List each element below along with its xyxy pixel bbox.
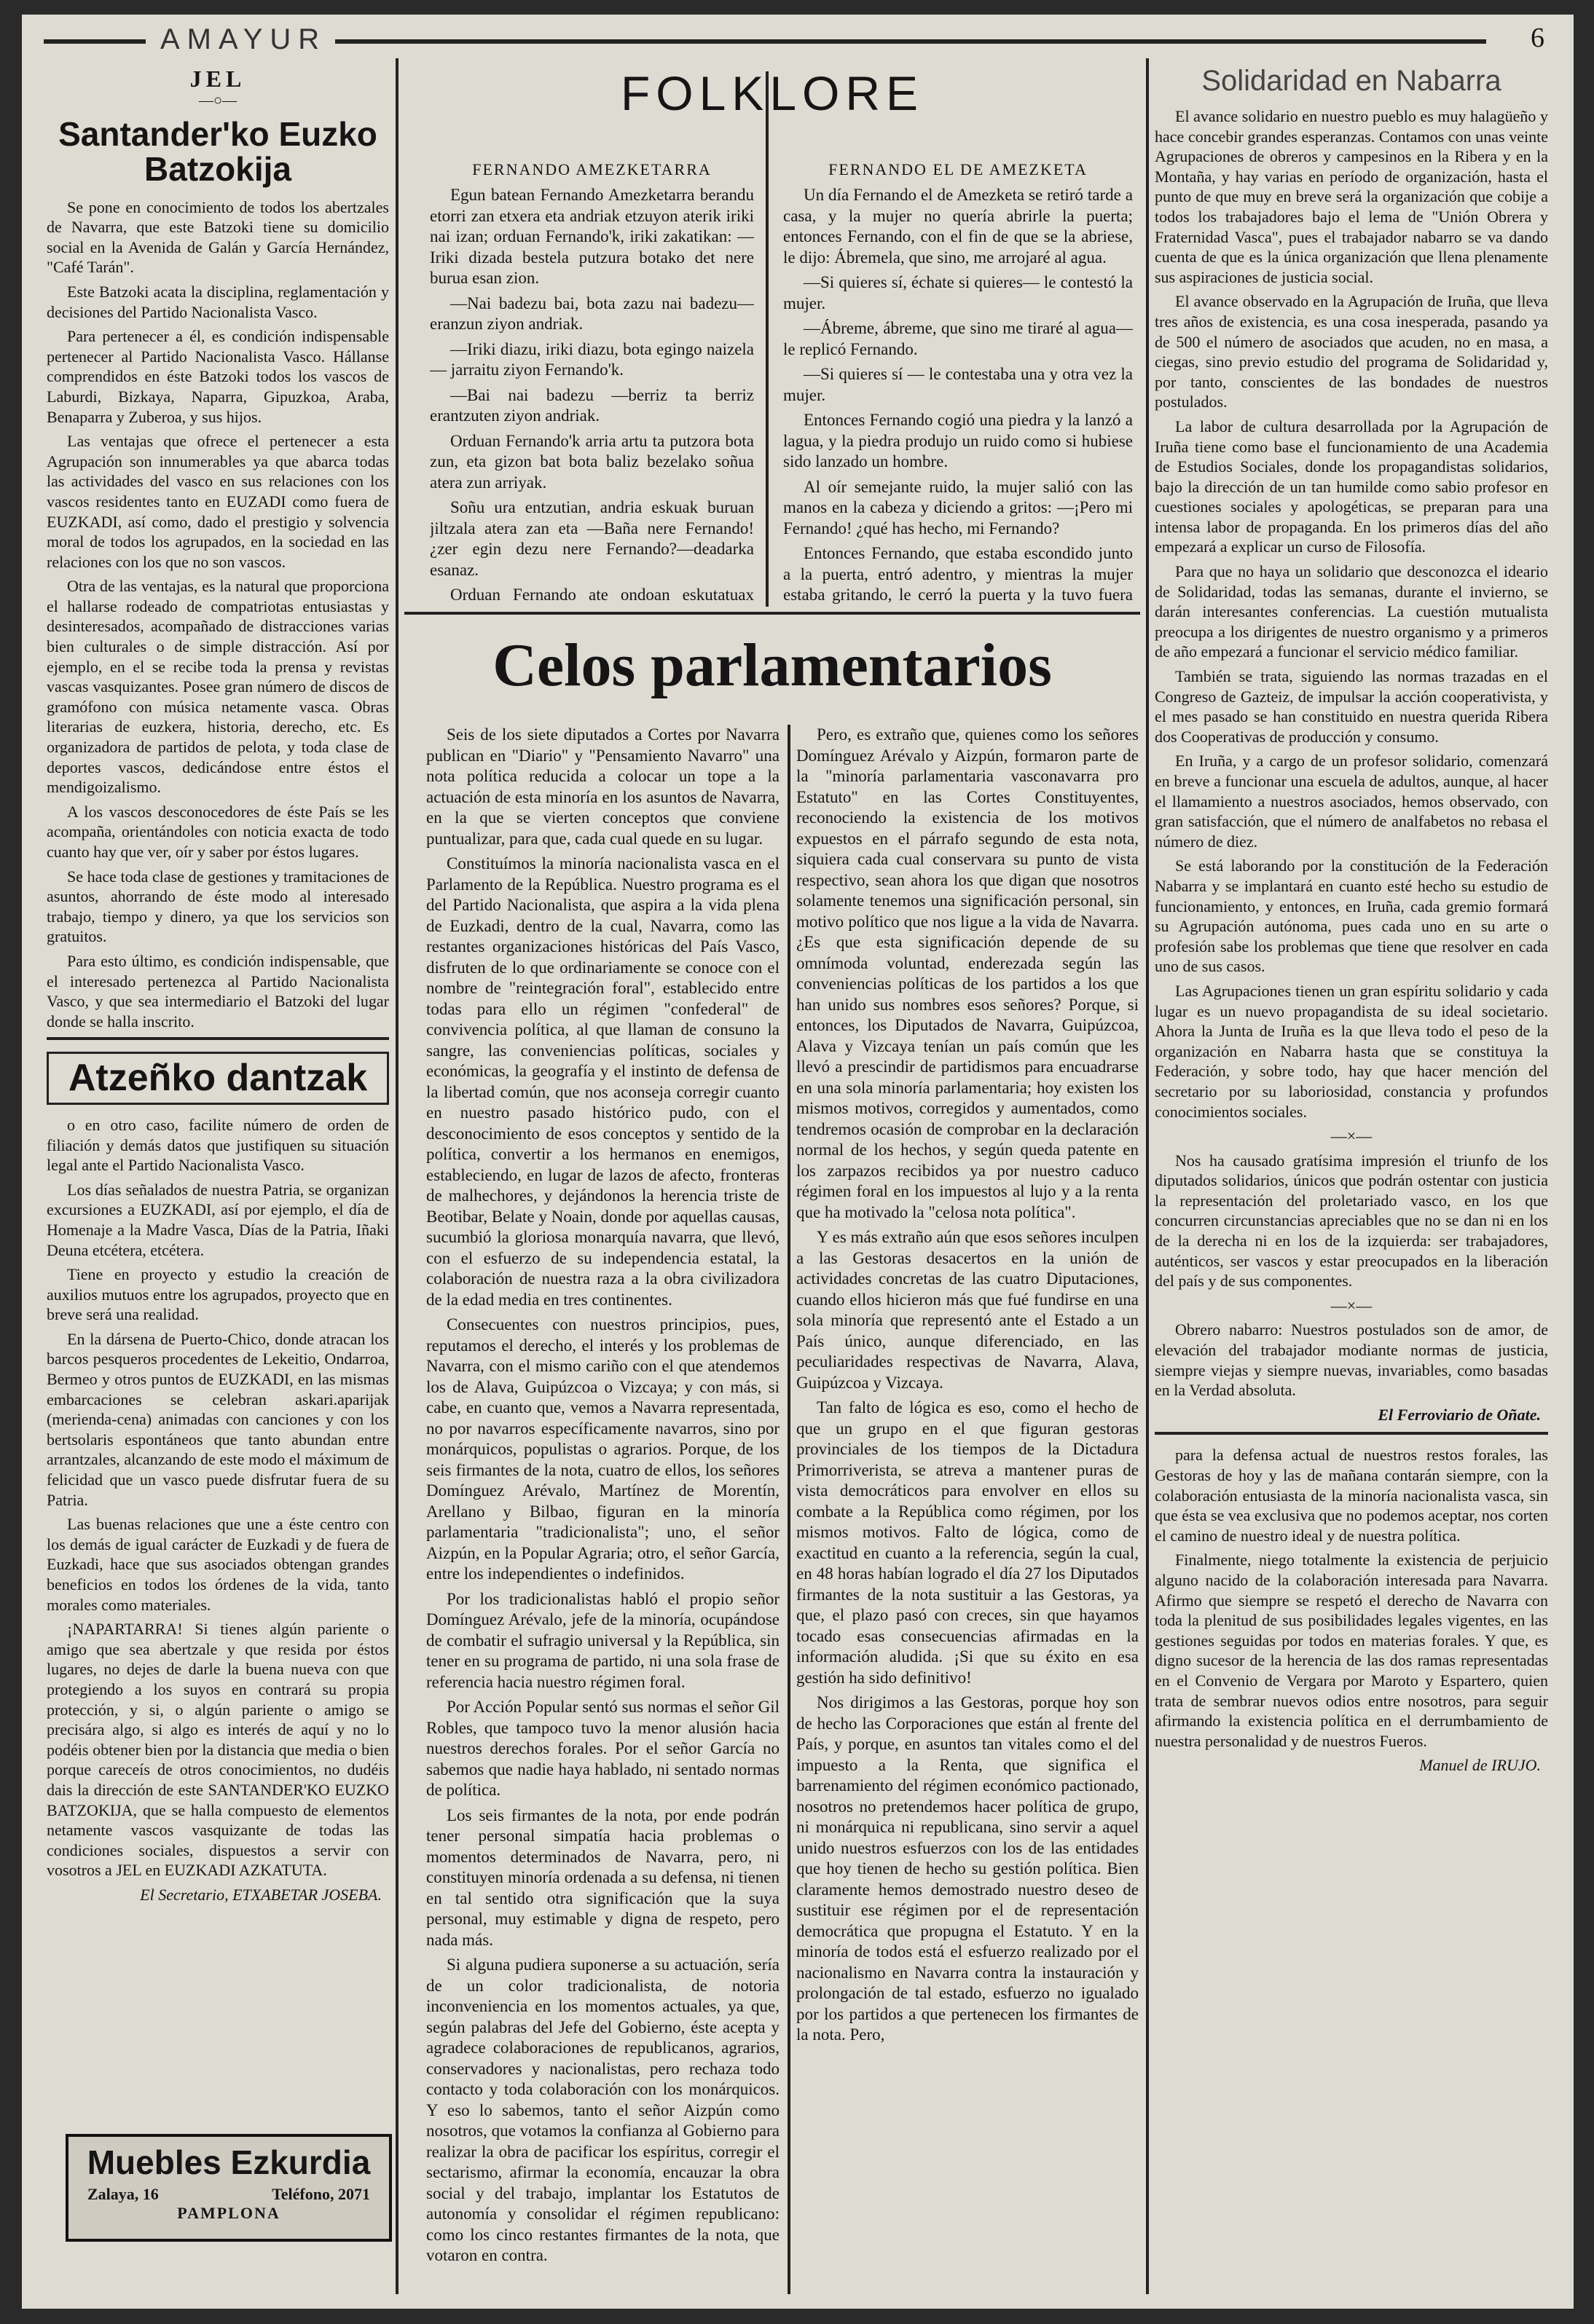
column-4 <box>1155 66 1548 2294</box>
paragraph: Para que no haya un solidario que desconozca el ideario de Solidaridad, todas las semanas, durante el invierno, se darán interesantes conferencias. La cuestión mutualista preocupa a los dirigentes de nuestro organismo y a primeros de año empezará a funcionar el servicio médico familiar. <box>1155 562 1548 661</box>
folklore-basque-heading: FERNANDO AMEZKETARRA <box>472 160 712 178</box>
paragraph: Las Agrupaciones tienen un gran espíritu solidario y cada lugar es un nuevo propagandista de su ideal societario. Ahora la Junta de Iruña es la que lleva todo el peso de la organización en Nabarra hasta que se constituya la Federación, y sobre todo, hay que hacer mención del secretario por su laboriosidad, constancia y profundos conocimientos sociales. <box>1155 981 1548 1121</box>
paragraph: Orduan Fernando'k arria artu ta putzora bota zun, eta gizon bat bota baliz bezelako soñua atera zun arriyak. <box>430 431 754 492</box>
ad-address: Zalaya, 16 <box>87 2185 159 2203</box>
folklore-basque-column <box>430 160 754 604</box>
folklore-spanish-heading: FERNANDO EL DE AMEZKETA <box>828 160 1088 178</box>
column-rule-1 <box>396 58 398 2294</box>
paragraph: —Si quieres sí — le contestaba una y otra vez la mujer. <box>783 365 1133 404</box>
paragraph: Egun batean Fernando Amezketarra berandu etorri zan etxera eta andriak etzuyon aterik iriki nai izan; orduan Fernando'k, iriki zakatikan: —Iriki dizada bestela putzura botako det nere burua esan zion. <box>430 186 754 287</box>
dantzak-title: Atzeñko dantzak <box>47 1052 389 1105</box>
header-rule-left <box>44 39 146 44</box>
ad-city: PAMPLONA <box>177 2204 280 2222</box>
paragraph: En Iruña, y a cargo de un profesor solidario, comenzará en breve a funcionar una escuela de adultos, aunque, al hacer el llamamiento a nuestros asociados, hemos observado, con gran satisfacción, que el número de analfabetos no rebasa el número de diez. <box>1155 752 1548 851</box>
page-header <box>44 20 1552 57</box>
paragraph: para la defensa actual de nuestros restos forales, las Gestoras de hoy y las de mañana contarán siempre, con la colaboración entusiasta de la minoría nacionalista vasca, sin que ésta se vea exclusiva que no podemos aceptar, nos corten el camino de nuestro ideal y de nuestra política. <box>1155 1446 1548 1545</box>
irujo-signature: Manuel de IRUJO. <box>1419 1756 1541 1775</box>
folklore-spanish-column <box>783 160 1133 604</box>
masthead: AMAYUR <box>160 23 327 55</box>
paragraph: En la dársena de Puerto-Chico, donde atracan los barcos pesqueros procedentes de Lekeitio, Ondarroa, Bermeo y otros puntos de EUZKADI, en las mismas embarcaciones se celebran askari.aparijak (merienda-cena) animadas con canciones y con los bertsolaris espontáneos que tanto abundan entre arrantzales, alcanzando de este modo el máximum de felicidad que un vasco puede disfrutar fuera de su Patria. <box>47 1329 389 1509</box>
ornament-icon: —○— <box>198 92 237 109</box>
solidaridad-title: Solidaridad en Nabarra <box>1201 66 1501 97</box>
newspaper-page <box>22 15 1574 2309</box>
paragraph: Por Acción Popular sentó sus normas el señor Gil Robles, que tampoco tuvo la menor alusión hacia nuestros derechos forales. Por el señor García no sabemos que nadie haya hablado, ni sentado normas de política. <box>426 1698 780 1799</box>
paragraph: La labor de cultura desarrollada por la Agrupación de Iruña tiene como base el funcionamiento de una Academia de Estudios Sociales, donde los propagandistas solidarios, bajo la dirección de un tan humilde como sabio profesor en cuestiones sociales y apologéticas, se preparan para una intensa labor de propaganda. En los primeros días del año empezará a explicar un curso de Filosofía. <box>1155 417 1548 556</box>
column-1 <box>47 66 389 2294</box>
celos-left-column <box>426 725 780 2290</box>
secretary-signature: El Secretario, ETXABETAR JOSEBA. <box>140 1885 382 1904</box>
paragraph: Para esto último, es condición indispensable, que el interesado pertenezca al Partido Nacionalista Vasco, y que sea intermediario el Batzoki del lugar donde se halla inscrito. <box>47 951 389 1031</box>
paragraph: —Iriki diazu, iriki diazu, bota egingo naizela— jarraitu ziyon Fernando'k. <box>430 339 754 379</box>
celos-right-column <box>796 725 1139 2290</box>
paragraph: Entonces Fernando, que estaba escondido junto a la puerta, entró adentro, y mientras la mujer estaba gritando, le cerró la puerta y la tuvo fuera <box>783 544 1133 604</box>
ad-contact <box>68 2182 389 2204</box>
separator: —×— <box>1330 1127 1373 1146</box>
paragraph: Se hace toda clase de gestiones y tramitaciones de asuntos, ahorrando de éste modo al interesado trabajo, tiempo y dinero, ya que los servicios son gratuitos. <box>47 867 389 946</box>
paragraph: El avance observado en la Agrupación de Iruña, que lleva tres años de existencia, es una cosa inesperada, pasando ya de 500 el número de asociados que acuden, no en masa, a ciegas, sino previo estudio del programa de Solidaridad y, por tanto, conscientes de las bondades de nuestros postulados. <box>1155 292 1548 411</box>
ad-name: Muebles Ezkurdia <box>87 2143 371 2181</box>
paragraph: Por los tradicionalistas habló el propio señor Domínguez Arévalo, jefe de la minoría, ocupándose de combatir el sufragio universal y la República, sin tener en su programa de partido, ni una sola frase de referencia hacia nuestro régimen foral. <box>426 1589 780 1691</box>
paragraph: Un día Fernando el de Amezketa se retiró tarde a casa, y la mujer no quería abrirle la puerta; entonces Fernando, con el fin de que se la abriese, le dijo: Ábremela, que sino, me arrojaré al agua. <box>783 186 1133 267</box>
paragraph: Tiene en proyecto y estudio la creación de auxilios mutuos entre los agrupados, proyecto que en breve será una realidad. <box>47 1265 389 1324</box>
paragraph: Se pone en conocimiento de todos los abertzales de Navarra, que este Batzoki tiene su domicilio social en la Avenida de Galán y García Hernández, "Café Tarán". <box>47 197 389 277</box>
celos-header <box>404 634 1140 717</box>
paragraph: Las buenas relaciones que une a éste centro con los demás de igual carácter de Euzkadi y de fuera de Euzkadi, hace que sus asociados obtengan grandes beneficios en todos los órdenes de la vida, tanto morales como materiales. <box>47 1515 389 1614</box>
paragraph: A los vascos desconocedores de éste País se les acompaña, orientándoles con noticia exacta de todo cuanto hay que ver, oír y saber por éstos lugares. <box>47 802 389 861</box>
paragraph: Entonces Fernando cogió una piedra y la lanzó a lagua, y la piedra produjo un ruido como si hubiese sido lanzado un hombre. <box>783 411 1133 470</box>
paragraph: ¡NAPARTARRA! Si tienes algún pariente o amigo que sea abertzale y que resida por éstos lugares, no dejes de darle la buena nueva con que protegiendo a los suyos en contrará su propia protección, y si, o algún pariente o amigo se precisára algo, si algo es interés de aquí y no lo podéis obtener bien por la distancia que media o bien porque careceís de otros conocimientos, no dudéis dais la dirección de este SANTANDER'KO EUZKO BATZOKIJA, que se halla compuesto de elementos netamente vascos vasquizante de todas las condiciones sociales, dispuestos a servir con vosotros a JEL en EUZKADI AZKATUTA. <box>47 1620 389 1880</box>
paragraph: o en otro caso, facilite número de orden de filiación y demás datos que justifiquen su situación legal ante el Partido Nacionalista Vasco. <box>47 1115 389 1175</box>
paragraph: Este Batzoki acata la disciplina, reglamentación y decisiones del Partido Nacionalista Vasco. <box>47 282 389 321</box>
section-divider <box>1155 1432 1548 1435</box>
ferroviario-signature: El Ferroviario de Oñate. <box>1378 1405 1541 1424</box>
paragraph: Seis de los siete diputados a Cortes por Navarra publican en "Diario" y "Pensamiento Navarro" una nota política reducida a colocar un tope a la actuación de esta minoría en los asuntos de Navarra, en la que se vierten conceptos que conviene puntualizar, para que, cada cual quede en su lugar. <box>426 725 780 848</box>
page-number: 6 <box>1531 23 1544 53</box>
celos-title: Celos parlamentarios <box>492 634 1052 699</box>
paragraph: Las ventajas que ofrece el pertenecer a esta Agrupación son innumerables ya que abarca todas las actividades del vasco en sus relaciones con los vascos residentes tanto en EUZADI como fuera de EUZKADI, así como, dado el prestigio y solvencia moral de todos los agrupados, en la sociedad en las relaciones con los que no son vascos. <box>47 432 389 571</box>
paragraph: Se está laborando por la constitución de la Federación Nabarra y se implantará en cuanto esté hecho su estudio de funcionamiento, y entonces, en Iruña, cada gremio formará su Agrupación autónoma, pues cada uno en su arte o profesión sabe los problemas que tiene que resolver en cada uno de sus casos. <box>1155 856 1548 976</box>
jel-tag: JEL <box>189 66 246 92</box>
batzoki-title: Santander'ko Euzko Batzokija <box>58 115 377 189</box>
paragraph: —Bai nai badezu —berriz ta berriz erantzuten ziyon andriak. <box>430 385 754 425</box>
paragraph: Otra de las ventajas, es la natural que proporciona el hallarse rodeado de compatriotas entusiastas y desinteresados, acompañado de distracciones varias bien culturales o de simple distracción. Así por ejemplo, en el se recibe toda la prensa y revistas vascas vasquizantes. Posee gran número de discos de gramófono con música netamente vasca. Obras literarias de euzkera, historia, derecho, etc. Es organizadora de partidos de pelota, y toda clase de deportes vascos, dedicándose entre éstos el mendigoizalismo. <box>47 577 389 797</box>
folklore-title: FOLKLORE <box>620 66 924 120</box>
paragraph: Tan falto de lógica es eso, como el hecho de que un grupo en el que figuran gestoras provinciales de los tiempos de la Dictadura Primorriverista, se atreva a mantener puras de vista democráticos para envolver en ellos su combate a la República como régimen, por los mismos motivos. Falto de lógica, como de exactitud en cuanto a la referencia, según la cual, en 48 horas habían logrado el día 27 los Diputados firmantes de la nota sustituir a las Gestoras, ya que, el plazo pasó con creces, sin que hayamos tocado esas consecuencias afirmadas en la información aludida. ¡Si que su éxito en esa gestión ha sido definitivo! <box>796 1398 1139 1687</box>
paragraph: Para pertenecer a él, es condición indispensable pertenecer al Partido Nacionalista Vasco. Hállanse comprendidos en éste Batzoki todos los vascos de Laburdi, Bizkaya, Naparra, Gipuzkoa, Araba, Benaparra y Zuberoa, y sus hijos. <box>47 327 389 426</box>
paragraph: Soñu ura entzutian, andria eskuak buruan jiltzala atera zan eta —Baña nere Fernando! ¿zer egin dezu nere Fernando?—deadarka esanaz. <box>430 498 754 579</box>
batzoki-body <box>47 197 389 1032</box>
paragraph: Al oír semejante ruido, la mujer salió con las manos en la cabeza y diciendo a gritos: —¡Pero mi Fernando! ¿qué has hecho, mi Fernando? <box>783 477 1133 537</box>
folklore-header <box>404 66 1140 160</box>
ad-phone: Teléfono, 2071 <box>272 2185 370 2203</box>
section-divider <box>47 1037 389 1040</box>
paragraph: —Si quieres sí, échate si quieres— le contestó la mujer. <box>783 273 1133 312</box>
paragraph: Constituímos la minoría nacionalista vasca en el Parlamento de la República. Nuestro programa es el del Partido Nacionalista, que aspira a la vida plena de Euzkadi, dentro de la cual, Navarra, como las restantes organizaciones históricas del País Vasco, disfruten de lo que ordinariamente se conoce con el nombre de "reintegración foral", establecido entre todas para ello un régimen "confederal" de convivencia política, al que llaman de consuno la sangre, las conveniencias políticas, sociales y económicas, la geografía y el instinto de defensa de la libertad común, que nos aconseja corregir cuanto en nuestro pasado histórico pudo, con el desconocimiento de esos conceptos y sentido de la política, convertir a los hermanos en enemigos, estableciendo, en lugar de lazos de afecto, fronteras de malhechores, y dejándonos la herencia triste de Beotibar, Belate y Noain, donde por aquellas causas, sucumbió la gloriosa monarquía navarra, que llevó, con el esfuerzo de su independencia estatal, la colaboración de nuestra raza a la obra civilizadora de la edad media en tres continentes. <box>426 854 780 1309</box>
paragraph: Los días señalados de nuestra Patria, se organizan excursiones a EUZKADI, así por ejemplo, el día de Homenaje a la Madre Vasca, Días de la Patria, Iñaki Deuna etcétera, etcétera. <box>47 1180 389 1259</box>
header-rule-right <box>335 39 1486 44</box>
paragraph: —Ábreme, ábreme, que sino me tiraré al agua— le replicó Fernando. <box>783 319 1133 358</box>
furniture-advertisement <box>66 2134 392 2242</box>
paragraph: —Nai badezu bai, bota zazu nai badezu—eranzun ziyon andriak. <box>430 294 754 333</box>
folklore-bottom-rule <box>404 612 1140 615</box>
paragraph: Si alguna pudiera suponerse a su actuación, sería de un color tradicionalista, de notoria inconveniencia en los momentos actuales, ya que, según palabras del Jefe del Gobierno, éste acepta y agradece colaboraciones de republicanos, agrarios, conservadores y nacionalistas, pero rechaza todo contacto y toda colaboración con los monárquicos. Y eso lo sabemos, tanto el señor Aizpún como nosotros, que votamos la confianza al Gobierno para realizar la obra de pacificar los espíritus, corregir el sectarismo, afirmar la economía, encauzar la obra social y del trabajo, implantar los Estatutos de autonomía y consolidar el régimen republicano: como los cinco restantes firmantes de la nota, que votaron en contra. <box>426 1955 780 2264</box>
batzoki-body-continued <box>47 1115 389 1880</box>
paragraph: Y es más extraño aún que esos señores inculpen a las Gestoras desacertos en la unión de actividades concretas de las cuatro Diputaciones, cuando ellos hicieron más que fué fundirse en una sola minoría que representó ante el Estado a un País único, aunque diferenciado, en las peculiaridades respectivas de Navarra, Alava, Guipúzcoa y Vizcaya. <box>796 1228 1139 1392</box>
paragraph: Orduan Fernando ate ondoan eskutatuax <box>450 586 754 604</box>
paragraph: Obrero nabarro: Nuestros postulados son de amor, de elevación del trabajador modiante normas de justicia, siempre viejas y siempre nuevas, invariables, como basadas en la Verdad absoluta. <box>1155 1320 1548 1400</box>
paragraph: Nos ha causado gratísima impresión el triunfo de los diputados solidarios, únicos que podrán ostentar con justicia la representación del proletariado vasco, en los que concurren circunstancias apreciables que no se dan ni en los de la derecha ni en los de la izquierda: ser trabajadores, auténticos, ser vascos y estar preocupados en la liberación del país y de sus componentes. <box>1155 1151 1548 1291</box>
paragraph: Nos dirigimos a las Gestoras, porque hoy son de hecho las Corporaciones que están al frente del País, y porque, en asuntos tan vitales como el del impuesto a la Renta, que significa el barrenamiento del régimen económico pactionado, nosotros no pretendemos hacer política de grupo, ni monárquica ni republicana, sino servir a aquel unido nuestros esfuerzos con los de las entidades que hoy tienen de hecho su gestión política. Bien claramente hemos demostrado nuestro deseo de sustituir ese régimen por el de representación democrática que propugna el Estatuto. Y en la minoría de todos está el esfuerzo realizado por el nacionalismo en Navarra contra la instauración y prolongación de tal estado, esfuerzo no igualado por los partidos a que pertenecen los firmantes de la nota. Pero, <box>796 1693 1139 2044</box>
paragraph: También se trata, siguiendo las normas trazadas en el Congreso de Gazteiz, de impulsar la acción cooperativista, y el mes pasado se han constituido en nuestra querida Ribera dos Cooperativas de producción y consumo. <box>1155 667 1548 746</box>
paragraph: Pero, es extraño que, quienes como los señores Domínguez Arévalo y Aizpún, formaron parte de la "minoría parlamentaria vasconavarra pro Estatuto" en las Cortes Constituyentes, reconociendo la existencia de los motivos expuestos en el párrafo segundo de esta nota, siquiera cada cual conservara su punto de vista respectivo, sean ahora los que digan que nosotros solamente tenemos una significación personal, sin motivo político que nos ligue a la vida de Navarra. ¿Es que esta significación depende de su omnímoda voluntad, enderezada según las conveniencias políticas de los partidos a los que han unido sus nombres esos señores? Porque, si entonces, los Diputados de Navarra, Guipúzcoa, Alava y Vizcaya tenían un país común que les llevó a prescindir de partidismos para encuadrarse en una sola minoría parlamentaria; hoy existen los mismos motivos, corregidos y aumentados, como tendremos ocasión de comprobar en la declaración normal de los hechos, y según queda patente en los zarpazos recibidos ya por nuestro caduco régimen foral en los impuestos al lujo y a la renta que ha motivado la "celosa nota política". <box>796 725 1139 1221</box>
separator: —×— <box>1330 1296 1373 1315</box>
paragraph: El avance solidario en nuestro pueblo es muy halagüeño y hace concebir grandes esperanzas. Contamos con unas veinte Agrupaciones de obreros y campesinos en la Ribera y en la Montaña, y hay varias en período de organización, hasta el punto de que muy en breve será la organización que cobije a todos los trabajadores bajo el lema de "Unión Obrera y Fraternidad Vasca", pues el trabajador nabarro se va dando cuenta de que es la única organización que llena plenamente sus aspiraciones de justicia social. <box>1155 107 1548 286</box>
column-rule-3 <box>1146 58 1149 2294</box>
paragraph: Consecuentes con nuestros principios, pues, reputamos el derecho, el interés y los problemas de Navarra, con el mismo cariño con el que atendemos los de Alava, Guipúzcoa o Vizcaya; y con más, si cabe, en cuanto que, vemos a Navarra representada, no por navarros específicamente navarros, sino por monárquicos, populistas o agrarios. Porque, de los seis firmantes de la nota, cuatro de ellos, los señores Domínguez Arévalo, Martínez de Morentín, Arellano y Bilbao, figuran en la minoría parlamentaria "tradicionalista"; uno, el señor Aizpún, en la Popular Agraria; otro, el señor García, entre los independientes o indefinidos. <box>426 1315 780 1583</box>
celos-column-rule <box>788 725 790 2294</box>
paragraph: Los seis firmantes de la nota, por ende podrán tener personal simpatía hacia problemas o momentos determinados de Navarra, pero, ni constituyen minoría ordenada a su defensa, ni tienen en tal sentido otra significación que la suya personal, muy estimable y digna de respeto, pero nada más. <box>426 1805 780 1949</box>
paragraph: Finalmente, niego totalmente la existencia de perjuicio alguno nacido de la colaboración interesada para Navarra. Afirmo que siempre se respetó el derecho de Navarra con toda la plenitud de sus posibilidades legales vigentes, en las gestiones seguidas por todos en materias forales. Y que, es digno sucesor de la herencia de las dos ramas representadas en el Convenio de Vergara por Maroto y Espartero, quien trata de sembrar nuevos odios entre nosotros, para seguir afirmando la existencia política en el derrumbamiento de nuestra personalidad y de nuestros Fueros. <box>1155 1551 1548 1750</box>
